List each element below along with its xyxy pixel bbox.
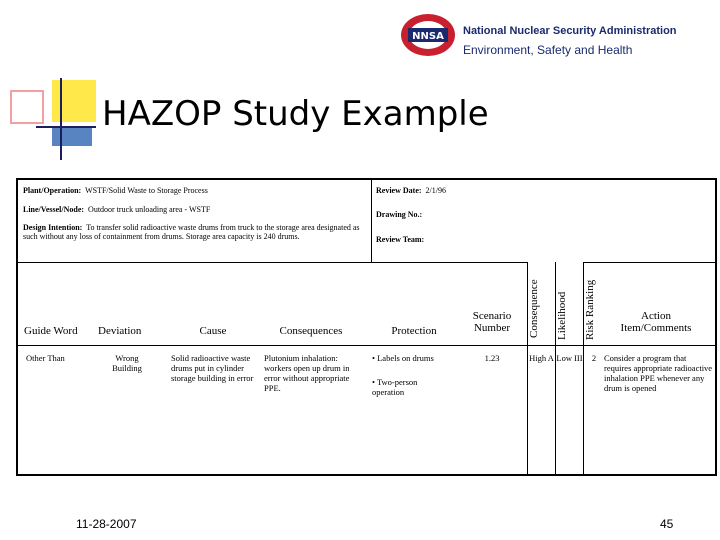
footer-date: 11-28-2007 <box>76 517 137 531</box>
col-action-item <box>596 310 716 334</box>
col-guide-word: Guide Word <box>24 325 78 337</box>
line-vessel-node <box>23 205 363 214</box>
col-protection: Protection <box>391 325 437 337</box>
decor-vertical-line <box>60 78 62 160</box>
row-protection-2: • Two-person operation <box>372 377 418 397</box>
review-team <box>376 235 576 244</box>
row-guide-word: Other Than <box>26 353 65 363</box>
row-likelihood: Low III <box>556 353 583 363</box>
plant-operation <box>23 186 363 195</box>
col-scenario-line2: Number <box>473 322 511 334</box>
intent-value: To transfer solid radioactive waste drums from truck to the storage area designated as such without any loss of containment from drums. Storage area capacity is 240 drums. <box>23 223 360 241</box>
divider-meta-right <box>371 262 527 263</box>
intent-label: Design Intention: <box>23 223 83 232</box>
col-cause: Cause <box>199 325 227 337</box>
node-label: Line/Vessel/Node: <box>23 205 85 214</box>
divider-meta-bottom <box>18 262 371 263</box>
review-date-label: Review Date: <box>376 186 422 195</box>
col-deviation: Deviation <box>98 325 142 337</box>
divider-meta-far-right <box>584 262 717 263</box>
row-consequence: High A <box>529 353 554 363</box>
row-action: Consider a program that requires appropriate radioactive inhalation PPE whenever any drum is opened <box>604 353 713 393</box>
decor-yellow-square <box>52 80 96 122</box>
decor-pink-square <box>10 90 44 124</box>
design-intention <box>23 223 363 241</box>
decor-horizontal-line <box>36 126 96 128</box>
col-likelihood: Likelihood <box>556 291 568 340</box>
col-action-line2: Item/Comments <box>620 322 692 334</box>
row-deviation: Wrong Building <box>112 353 142 373</box>
slide-title: HAZOP Study Example <box>102 94 489 134</box>
divider-meta <box>371 180 372 262</box>
header-row-bottom <box>18 345 717 346</box>
drawing-label: Drawing No.: <box>376 210 423 219</box>
hazop-form <box>16 178 717 476</box>
col-consequence: Consequence <box>528 279 540 338</box>
team-label: Review Team: <box>376 235 425 244</box>
col-consequences: Consequences <box>279 325 343 337</box>
decor-blue-square <box>52 126 92 146</box>
review-date-value: 2/1/96 <box>425 186 446 195</box>
col-action-line1: Action <box>641 310 671 322</box>
org-name: National Nuclear Security Administration <box>463 25 677 37</box>
review-date <box>376 186 576 195</box>
page-number: 45 <box>660 517 674 531</box>
drawing-number <box>376 210 576 219</box>
plant-value: WSTF/Solid Waste to Storage Process <box>85 186 208 195</box>
row-scenario: 1.23 <box>484 353 500 363</box>
nnsa-logo <box>398 12 462 58</box>
col-risk-ranking: Risk Ranking <box>584 279 596 340</box>
node-value: Outdoor truck unloading area - WSTF <box>88 205 211 214</box>
row-consequences: Plutonium inhalation: workers open up drum in error without appropriate PPE. <box>264 353 350 393</box>
plant-label: Plant/Operation: <box>23 186 82 195</box>
org-subtitle: Environment, Safety and Health <box>463 43 633 57</box>
row-cause: Solid radioactive waste drums put in cylinder storage building in error <box>171 353 254 383</box>
col-scenario-line1: Scenario <box>472 310 512 322</box>
row-risk-ranking: 2 <box>591 353 597 363</box>
row-protection-1: • Labels on drums <box>372 353 434 363</box>
logo-text: NNSA <box>412 31 444 42</box>
col-scenario-number <box>460 310 524 334</box>
